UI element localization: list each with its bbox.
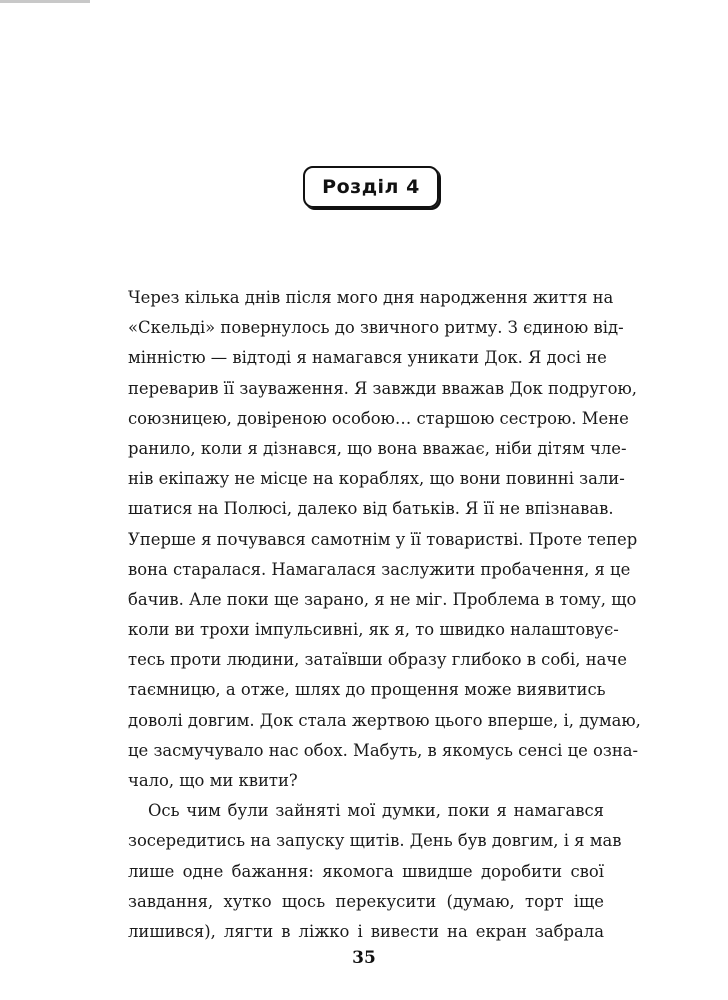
page-number: 35 — [352, 948, 376, 968]
text-line: переварив її зауваження. Я завжди вважав Док подругою, — [128, 378, 637, 398]
text-line: вона старалася. Намагалася заслужити пробачення, я це — [128, 559, 631, 579]
text-line: лишився), лягти в ліжко і вивести на екран забрала — [128, 921, 604, 941]
text-line: коли ви трохи імпульсивні, як я, то швидко налаштовує- — [128, 620, 619, 640]
chapter-heading-box — [303, 166, 439, 208]
text-line: це засмучувало нас обох. Мабуть, в якомусь сенсі це озна- — [128, 740, 639, 760]
text-line: завдання, хутко щось перекусити (думаю, торт іще — [128, 891, 604, 911]
text-line: бачив. Але поки ще зарано, я не міг. Проблема в тому, що — [128, 589, 637, 609]
text-line: чало, що ми квити? — [128, 771, 298, 790]
text-line: союзницею, довіреною особою… старшою сестрою. Мене — [128, 408, 629, 428]
text-line: зосередитись на запуску щитів. День був довгим, і я мав — [128, 831, 622, 851]
text-line: лише одне бажання: якомога швидше доробити свої — [128, 861, 604, 881]
text-line: доволі довгим. Док стала жертвою цього вперше, і, думаю, — [128, 710, 641, 730]
text-line: Через кілька днів після мого дня народження життя на — [128, 288, 614, 307]
body-text — [128, 283, 641, 947]
text-line: нів екіпажу не місце на кораблях, що вони повинні зали- — [128, 469, 625, 489]
page-edge-shade — [0, 0, 90, 3]
chapter-title: Розділ 4 — [322, 176, 420, 198]
text-line: ранило, коли я дізнався, що вона вважає, ніби дітям чле- — [128, 438, 627, 458]
text-line: мінністю — відтоді я намагався уникати Док. Я досі не — [128, 348, 607, 368]
text-line: Уперше я почувався самотнім у її товаристві. Проте тепер — [128, 529, 638, 549]
text-line: Ось чим були зайняті мої думки, поки я намагався — [148, 801, 604, 821]
text-line: тесь проти людини, затаївши образу глибоко в собі, наче — [128, 650, 627, 670]
text-line: таємницю, а отже, шлях до прощення може виявитись — [128, 680, 606, 700]
text-line: шатися на Полюсі, далеко від батьків. Я її не впізнавав. — [128, 499, 614, 519]
text-line: «Скельді» повернулось до звичного ритму. З єдиною від- — [128, 318, 624, 338]
